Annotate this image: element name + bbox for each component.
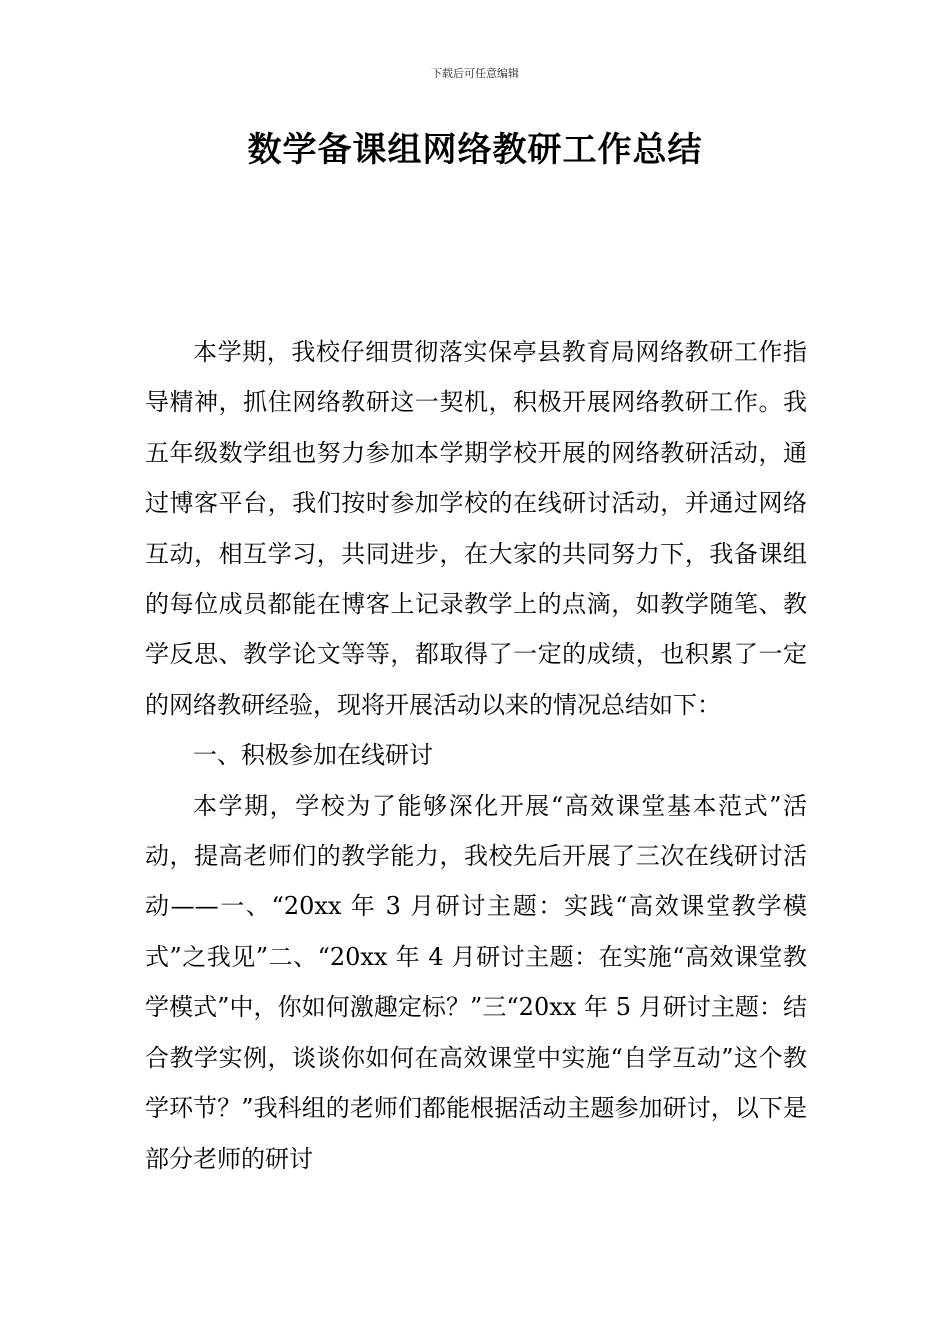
paragraph-intro: 本学期，我校仔细贯彻落实保亭县教育局网络教研工作指导精神，抓住网络教研这一契机，积极开展网络教研工作。我五年级数学组也努力参加本学期学校开展的网络教研活动，通过博客平台，我们按时参加学校的在线研讨活动，并通过网络互动，相互学习，共同进步，在大家的共同努力下，我备课组的每位成员都能在博客上记录教学上的点滴，如教学随笔、教学反思、教学论文等等，都取得了一定的成绩，也积累了一定的网络教研经验，现将开展活动以来的情况总结如下： xyxy=(145,338,807,719)
document-title: 数学备课组网络教研工作总结 xyxy=(247,130,703,170)
header-note: 下载后可任意编辑 xyxy=(431,67,519,80)
document-body xyxy=(145,327,807,1184)
section-heading-1: 一、积极参加在线研讨 xyxy=(193,741,433,770)
paragraph-section-1: 本学期，学校为了能够深化开展“高效课堂基本范式”活动，提高老师们的教学能力，我校先后开展了三次在线研讨活动——一、“20xx 年 3 月研讨主题：实践“高效课堂教学模式”之我见”二、“20xx 年 4 月研讨主题：在实施“高效课堂教学模式”中，你如何激趣定标？”三“20xx 年 5 月研讨主题：结合教学实例，谈谈你如何在高效课堂中实施“自学互动”这个教学环节？”我科组的老师们都能根据活动主题参加研讨，以下是部分老师的研讨 xyxy=(145,791,807,1173)
